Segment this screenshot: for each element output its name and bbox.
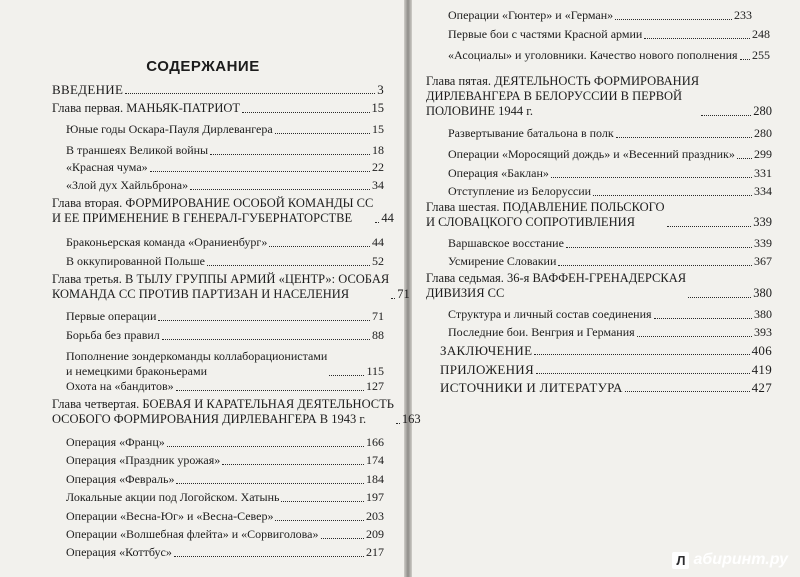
toc-page-number: 22	[372, 160, 384, 174]
toc-page-number: 233	[734, 8, 752, 22]
dot-leader	[616, 136, 752, 138]
dot-leader	[321, 537, 364, 539]
toc-entry-title	[448, 166, 549, 181]
dot-leader	[566, 246, 752, 248]
toc-entry	[448, 27, 770, 42]
toc-entry-title-line: Глава первая. МАНЬЯК-ПАТРИОТ	[52, 101, 241, 115]
toc-page-number: 166	[366, 435, 384, 449]
toc-entry-title	[66, 178, 188, 193]
toc-page-number: 44	[381, 211, 394, 225]
dot-leader	[396, 422, 400, 424]
toc-entry-title-line: И ЕЕ ПРИМЕНЕНИЕ В ГЕНЕРАЛ-ГУБЕРНАТОРСТВЕ	[52, 211, 353, 225]
toc-entry-title	[52, 82, 123, 97]
toc-entry-title-line: ОСОБОГО ФОРМИРОВАНИЯ ДИРЛЕВАНГЕРА В 1943 г.	[52, 412, 367, 426]
toc-entry-title	[66, 309, 156, 324]
toc-entry	[52, 272, 410, 302]
toc-entry	[448, 126, 772, 141]
toc-entry-title-line: Глава пятая. ДЕЯТЕЛЬНОСТЬ ФОРМИРОВАНИЯ	[426, 74, 700, 88]
toc-entry-title-line: Последние бои. Венгрия и Германия	[448, 325, 635, 339]
dot-leader	[275, 519, 364, 521]
toc-entry-title-line: Операция «Праздник урожая»	[66, 453, 221, 467]
toc-entry-title	[66, 143, 208, 158]
toc-entry-title	[66, 509, 273, 524]
toc-entry	[440, 362, 772, 377]
toc-entry	[448, 184, 772, 199]
dot-leader	[275, 132, 370, 134]
toc-page-number: 334	[754, 184, 772, 198]
toc-entry-title	[66, 235, 267, 250]
toc-entry-title	[448, 147, 735, 162]
toc-entry	[440, 380, 772, 395]
toc-entry-title	[448, 184, 591, 199]
toc-page-number: 367	[754, 254, 772, 268]
toc-page-number: 217	[366, 545, 384, 559]
toc-page-number: 71	[397, 287, 410, 301]
toc-page-number: 127	[366, 379, 384, 393]
toc-entry	[448, 307, 772, 322]
dot-leader	[190, 188, 370, 190]
toc-entry-title-line: Операция «Франц»	[66, 435, 165, 449]
toc-page-number: 15	[372, 122, 384, 136]
toc-entry-title	[52, 196, 373, 226]
toc-entry-title	[66, 435, 165, 450]
toc-entry-title-line: Браконьерская команда «Ораниенбург»	[66, 235, 268, 249]
toc-entry	[426, 271, 772, 301]
toc-entry-title-line: Операция «Коттбус»	[66, 545, 172, 559]
toc-entry-title	[448, 27, 642, 42]
toc-page-number: 197	[366, 490, 384, 504]
toc-heading: СОДЕРЖАНИЕ	[146, 58, 260, 75]
dot-leader	[391, 297, 395, 299]
toc-entry	[66, 309, 384, 324]
toc-entry-title	[426, 200, 665, 230]
toc-entry	[66, 527, 384, 542]
dot-leader	[740, 58, 750, 60]
dot-leader	[654, 317, 752, 319]
toc-entry-title-line: Глава четвертая. БОЕВАЯ И КАРАТЕЛЬНАЯ ДЕЯТЕЛЬНОСТЬ	[52, 397, 394, 411]
toc-entry-title-line: Отступление из Белоруссии	[448, 184, 592, 198]
toc-entry-title-line: Развертывание батальона в полк	[448, 126, 614, 140]
toc-page-number: 339	[754, 236, 772, 250]
dot-leader	[269, 245, 370, 247]
toc-entry	[66, 472, 384, 487]
dot-leader	[176, 482, 364, 484]
toc-entry-title-line: Операции «Весна-Юг» и «Весна-Север»	[66, 509, 274, 523]
dot-leader	[125, 92, 375, 94]
toc-entry-title	[66, 349, 327, 379]
toc-entry-title-line: ПОЛОВИНЕ 1944 г.	[426, 104, 534, 118]
toc-entry-title-line: Первые операции	[66, 309, 157, 323]
dot-leader	[615, 18, 732, 20]
toc-entry-title	[52, 101, 240, 116]
toc-entry-title-line: И СЛОВАЦКОГО СОПРОТИВЛЕНИЯ	[426, 215, 635, 229]
dot-leader	[534, 353, 749, 355]
dot-leader	[558, 264, 752, 266]
toc-entry	[448, 166, 772, 181]
toc-entry	[426, 74, 772, 119]
toc-entry-title-line: Пополнение зондеркоманды коллаборационистами	[66, 349, 328, 363]
toc-entry-title	[440, 343, 532, 358]
watermark-logo	[672, 551, 788, 569]
toc-entry-title	[66, 527, 319, 542]
toc-page-number: 174	[366, 453, 384, 467]
toc-page-number: 71	[372, 309, 384, 323]
toc-entry-title-line: Глава вторая. ФОРМИРОВАНИЕ ОСОБОЙ КОМАНДЫ СС	[52, 196, 374, 210]
toc-entry-title-line: «Асоциалы» и уголовники. Качество нового пополнения	[448, 48, 738, 62]
toc-entry-title-line: и немецкими браконьерами	[66, 364, 207, 378]
toc-entry	[66, 254, 384, 269]
dot-leader	[174, 555, 364, 557]
dot-leader	[637, 335, 752, 337]
toc-entry-title-line: Операция «Февраль»	[66, 472, 175, 486]
toc-page-number: 419	[751, 362, 772, 377]
toc-entry	[66, 453, 384, 468]
toc-entry-title	[52, 272, 389, 302]
toc-page-number: 44	[372, 235, 384, 249]
toc-entry-title	[66, 328, 160, 343]
toc-entry-title-line: Глава седьмая. 36-я ВАФФЕН-ГРЕНАДЕРСКАЯ	[426, 271, 687, 285]
toc-entry	[448, 254, 772, 269]
dot-leader	[375, 221, 379, 223]
toc-entry	[448, 8, 752, 23]
toc-entry-title-line: Юные годы Оскара-Пауля Дирлевангера	[66, 122, 273, 136]
toc-entry-title	[448, 325, 635, 340]
toc-entry	[448, 48, 770, 63]
toc-entry-title	[448, 307, 652, 322]
toc-entry-title-line: Глава шестая. ПОДАВЛЕНИЕ ПОЛЬСКОГО	[426, 200, 665, 214]
watermark-text: абиринт.ру	[693, 551, 788, 568]
dot-leader	[150, 170, 370, 172]
dot-leader	[158, 319, 370, 321]
toc-page-number: 52	[372, 254, 384, 268]
toc-page-number: 406	[751, 343, 772, 358]
toc-entry-title-line: Борьба без правил	[66, 328, 160, 342]
toc-entry-title-line: «Красная чума»	[66, 160, 148, 174]
toc-entry	[66, 143, 384, 158]
dot-leader	[737, 157, 752, 159]
toc-page-number: 163	[401, 412, 421, 426]
toc-entry	[66, 160, 384, 175]
toc-page-number: 34	[372, 178, 384, 192]
toc-entry	[66, 379, 384, 394]
toc-entry	[66, 545, 384, 560]
dot-leader	[210, 153, 370, 155]
dot-leader	[593, 194, 752, 196]
toc-entry	[66, 490, 384, 505]
toc-entry-title-line: Операции «Волшебная флейта» и «Сорвиголова»	[66, 527, 319, 541]
toc-entry	[66, 122, 384, 137]
toc-entry-title	[426, 74, 699, 119]
toc-page-number: 427	[751, 380, 772, 395]
toc-page-number: 339	[753, 215, 772, 229]
dot-leader	[644, 37, 750, 39]
toc-entry-title	[66, 254, 205, 269]
toc-entry	[66, 349, 384, 379]
toc-entry	[448, 325, 772, 340]
toc-page-number: 248	[752, 27, 770, 41]
toc-page-number: 280	[753, 104, 772, 118]
toc-entry-title-line: Усмирение Словакии	[448, 254, 557, 268]
toc-entry-title-line: В оккупированной Польше	[66, 254, 205, 268]
toc-entry	[426, 200, 772, 230]
toc-page-number: 115	[366, 364, 384, 378]
toc-entry	[448, 147, 772, 162]
toc-entry-title	[66, 490, 279, 505]
toc-entry-title	[52, 397, 394, 427]
toc-entry-title-line: ВВЕДЕНИЕ	[52, 82, 124, 97]
toc-entry	[52, 196, 394, 226]
toc-page-number: 209	[366, 527, 384, 541]
toc-page-number: 280	[754, 126, 772, 140]
dot-leader	[242, 111, 369, 113]
dot-leader	[536, 372, 750, 374]
dot-leader	[207, 264, 370, 266]
toc-entry	[66, 328, 384, 343]
toc-entry	[66, 235, 384, 250]
toc-page-number: 393	[754, 325, 772, 339]
dot-leader	[162, 338, 370, 340]
toc-entry-title-line: Варшавское восстание	[448, 236, 564, 250]
dot-leader	[667, 225, 752, 227]
toc-entry-title	[448, 236, 564, 251]
toc-entry-title-line: ИСТОЧНИКИ И ЛИТЕРАТУРА	[440, 380, 623, 395]
toc-entry-title-line: Глава третья. В ТЫЛУ ГРУППЫ АРМИЙ «ЦЕНТР»: ОСОБАЯ	[52, 272, 390, 286]
labirint-logo-icon: Л	[672, 552, 689, 569]
toc-page-number: 15	[371, 101, 384, 115]
toc-entry-title	[448, 254, 556, 269]
toc-entry	[52, 397, 421, 427]
toc-page-number: 88	[372, 328, 384, 342]
toc-entry-title	[66, 545, 172, 560]
dot-leader	[176, 389, 364, 391]
toc-page-number: 203	[366, 509, 384, 523]
dot-leader	[688, 296, 751, 298]
toc-entry-title	[66, 160, 148, 175]
toc-entry-title	[66, 472, 174, 487]
toc-entry-title-line: Структура и личный состав соединения	[448, 307, 652, 321]
toc-entry	[66, 509, 384, 524]
toc-entry-title-line: Операции «Моросящий дождь» и «Весенний праздник»	[448, 147, 735, 161]
dot-leader	[222, 463, 364, 465]
dot-leader	[551, 176, 752, 178]
toc-entry-title-line: Операция «Баклан»	[448, 166, 549, 180]
toc-entry-title	[448, 8, 613, 23]
toc-entry-title-line: Локальные акции под Логойском. Хатынь	[66, 490, 280, 504]
toc-entry-title	[66, 122, 273, 137]
toc-page-number: 380	[754, 307, 772, 321]
toc-entry-title	[66, 453, 220, 468]
toc-entry-title	[448, 48, 738, 63]
dot-leader	[167, 445, 364, 447]
toc-entry-title-line: ДИРЛЕВАНГЕРА В БЕЛОРУССИИ В ПЕРВОЙ	[426, 89, 683, 103]
toc-entry	[448, 236, 772, 251]
toc-entry	[66, 178, 384, 193]
toc-entry-title	[440, 380, 623, 395]
toc-entry-title-line: ПРИЛОЖЕНИЯ	[440, 362, 534, 377]
toc-page-number: 18	[372, 143, 384, 157]
dot-leader	[281, 500, 364, 502]
toc-entry-title-line: Охота на «бандитов»	[66, 379, 174, 393]
toc-entry-title-line: «Злой дух Хайльброна»	[66, 178, 189, 192]
toc-entry	[440, 343, 772, 358]
toc-entry	[52, 101, 384, 116]
toc-entry-title-line: Операции «Гюнтер» и «Герман»	[448, 8, 614, 22]
dot-leader	[701, 114, 751, 116]
toc-entry-title-line: В траншеях Великой войны	[66, 143, 209, 157]
toc-entry-title	[426, 271, 686, 301]
toc-page-number: 255	[752, 48, 770, 62]
toc-entry	[52, 82, 384, 97]
toc-entry-title-line: КОМАНДА СС ПРОТИВ ПАРТИЗАН И НАСЕЛЕНИЯ	[52, 287, 350, 301]
toc-entry-title	[440, 362, 534, 377]
dot-leader	[625, 390, 750, 392]
toc-entry-title	[448, 126, 614, 141]
toc-page-number: 299	[754, 147, 772, 161]
toc-entry	[66, 435, 384, 450]
toc-entry-title-line: ДИВИЗИЯ СС	[426, 286, 505, 300]
dot-leader	[329, 374, 364, 376]
toc-entry-title-line: Первые бои с частями Красной армии	[448, 27, 643, 41]
toc-page-number: 184	[366, 472, 384, 486]
toc-page-number: 380	[753, 286, 772, 300]
toc-page-number: 3	[377, 82, 384, 97]
toc-entry-title	[66, 379, 174, 394]
toc-entry-title-line: ЗАКЛЮЧЕНИЕ	[440, 343, 533, 358]
toc-page-number: 331	[754, 166, 772, 180]
